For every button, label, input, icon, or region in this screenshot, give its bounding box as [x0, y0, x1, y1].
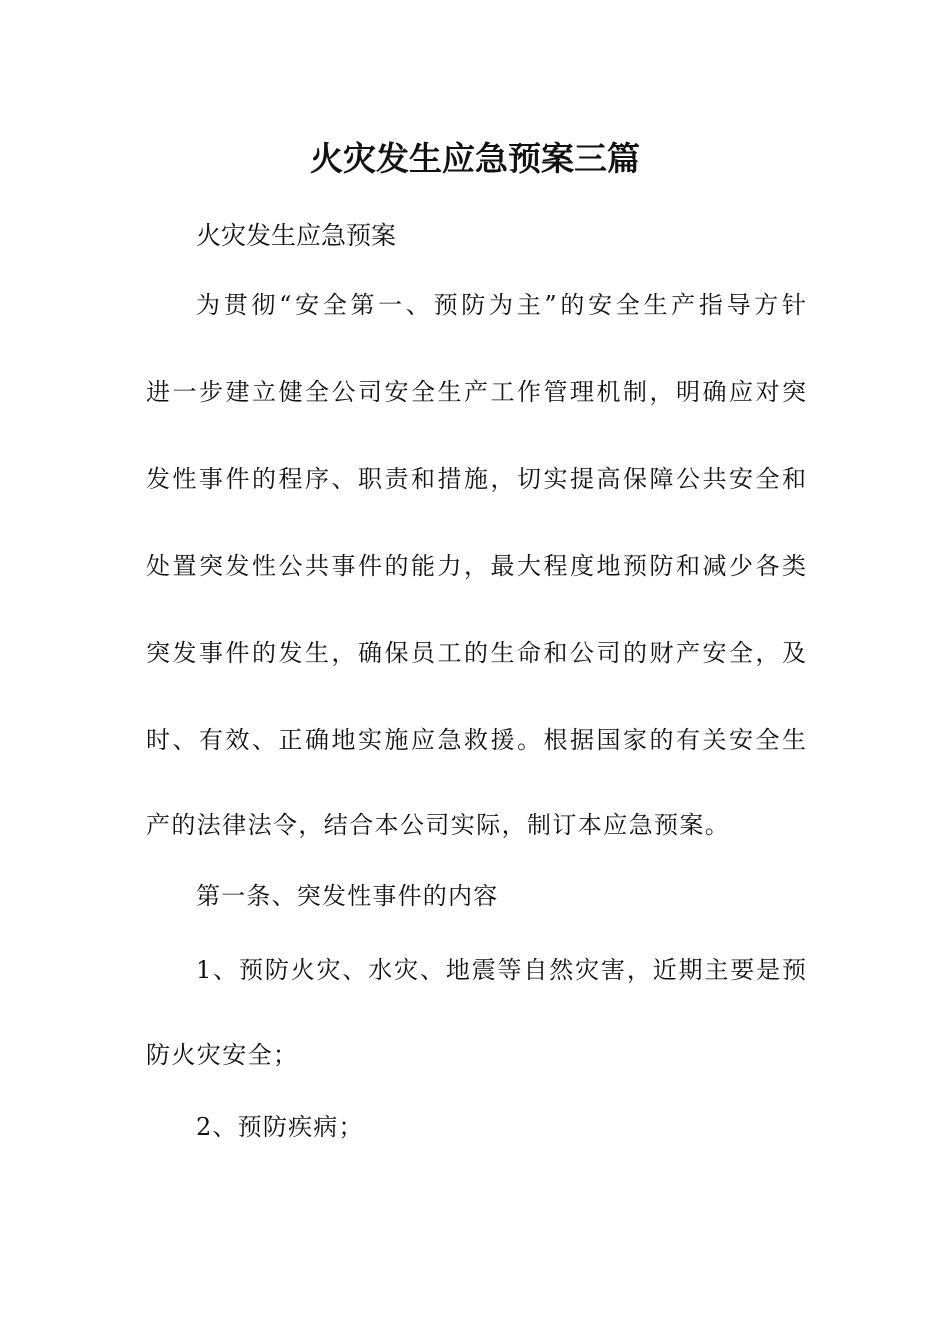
paragraph-line: 进一步建立健全公司安全生产工作管理机制，明确应对突 [146, 378, 806, 406]
paragraph-line: 处置突发性公共事件的能力，最大程度地预防和减少各类 [146, 552, 806, 580]
paragraph-line: 产的法律法令，结合本公司实际，制订本应急预案。 [146, 811, 731, 839]
paragraph-line: 突发事件的发生，确保员工的生命和公司的财产安全，及 [146, 639, 806, 667]
article-heading: 第一条、突发性事件的内容 [196, 882, 499, 910]
paragraph-line: 为贯彻“安全第一、预防为主”的安全生产指导方针 [196, 291, 806, 319]
list-item-line: 2、预防疾病； [196, 1113, 364, 1141]
list-item-line: 1、预防火灾、水灾、地震等自然灾害，近期主要是预 [196, 956, 806, 984]
paragraph-line: 发性事件的程序、职责和措施，切实提高保障公共安全和 [146, 465, 806, 493]
document-title: 火灾发生应急预案三篇 [310, 139, 640, 178]
section-heading: 火灾发生应急预案 [196, 221, 397, 250]
paragraph-line: 时、有效、正确地实施应急救援。根据国家的有关安全生 [146, 726, 806, 754]
list-item-line: 防火灾安全； [146, 1041, 299, 1069]
